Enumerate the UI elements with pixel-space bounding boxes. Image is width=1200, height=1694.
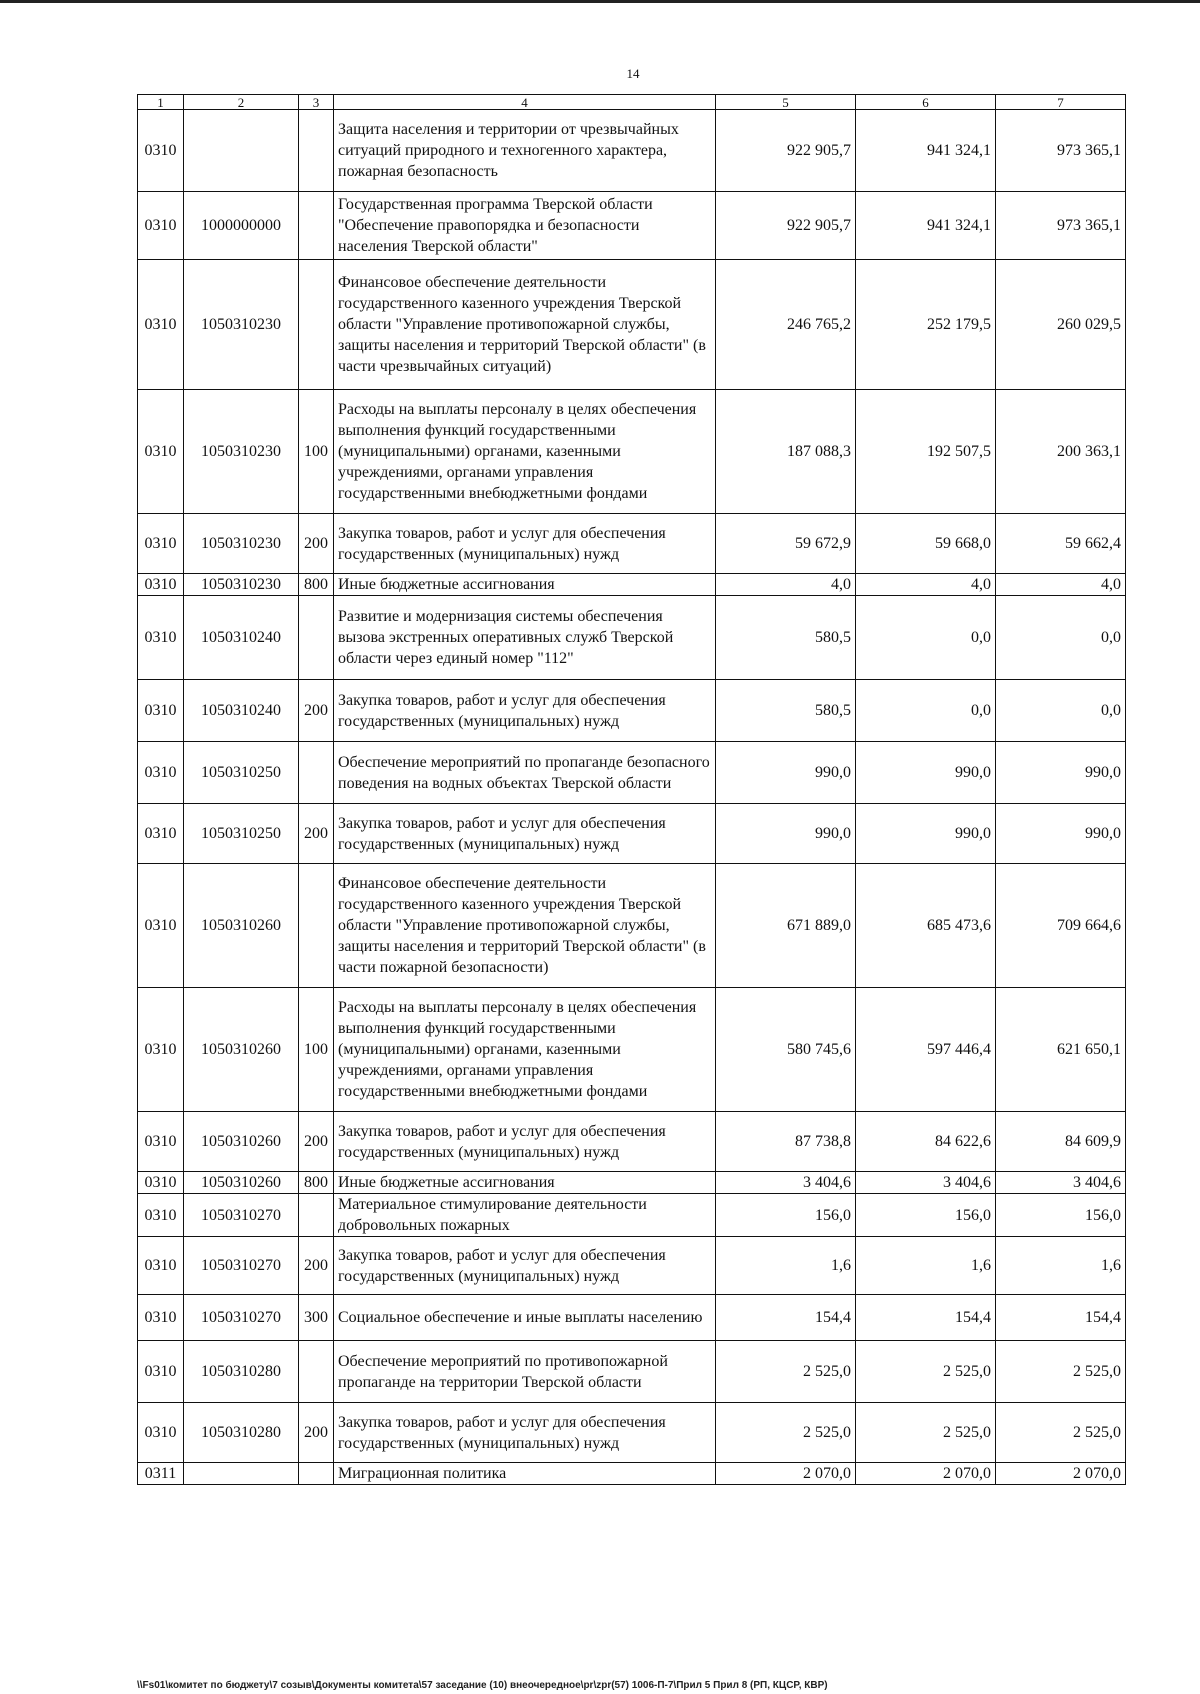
row-name: Материальное стимулирование деятельности добровольных пожарных: [334, 1194, 716, 1237]
table-row: [138, 574, 1126, 596]
row-value-year1: 187 088,3: [716, 390, 856, 514]
row-value-year2: 990,0: [856, 742, 996, 804]
column-number-7: 7: [996, 95, 1126, 110]
row-value-year2: 1,6: [856, 1237, 996, 1295]
row-value-year3: 973 365,1: [996, 192, 1126, 260]
row-name: Финансовое обеспечение деятельности государственного казенного учреждения Тверской области "Управление противопожарной службы, защиты населения и территорий Тверской области" (в части пожарной безопасности): [334, 864, 716, 988]
row-target-code: 1050310230: [184, 390, 299, 514]
row-value-year2: 685 473,6: [856, 864, 996, 988]
row-value-year1: 4,0: [716, 574, 856, 596]
row-value-year1: 1,6: [716, 1237, 856, 1295]
table-row: [138, 742, 1126, 804]
row-name: Иные бюджетные ассигнования: [334, 1172, 716, 1194]
row-value-year2: 2 070,0: [856, 1463, 996, 1485]
row-name: Закупка товаров, работ и услуг для обеспечения государственных (муниципальных) нужд: [334, 804, 716, 864]
row-section: 0310: [138, 1112, 184, 1172]
row-value-year2: 0,0: [856, 680, 996, 742]
row-target-code: 1050310230: [184, 514, 299, 574]
row-name: Иные бюджетные ассигнования: [334, 574, 716, 596]
row-section: 0310: [138, 988, 184, 1112]
row-expense-type: 200: [299, 680, 334, 742]
row-value-year1: 580,5: [716, 680, 856, 742]
row-section: 0311: [138, 1463, 184, 1485]
row-value-year2: 941 324,1: [856, 192, 996, 260]
row-value-year1: 3 404,6: [716, 1172, 856, 1194]
row-section: 0310: [138, 680, 184, 742]
row-value-year2: 941 324,1: [856, 110, 996, 192]
table-row: [138, 192, 1126, 260]
row-expense-type: [299, 192, 334, 260]
footer-file-path: \\Fs01\комитет по бюджету\7 созыв\Документы комитета\57 заседание (10) внеочередное\pr\zpr(57) 1006-П-7\Прил 5 Прил 8 (РП, КЦСР, КВР): [137, 1680, 828, 1691]
row-expense-type: 100: [299, 988, 334, 1112]
row-value-year3: 156,0: [996, 1194, 1126, 1237]
row-value-year1: 59 672,9: [716, 514, 856, 574]
row-section: 0310: [138, 1194, 184, 1237]
row-value-year2: 3 404,6: [856, 1172, 996, 1194]
row-name: Закупка товаров, работ и услуг для обеспечения государственных (муниципальных) нужд: [334, 1237, 716, 1295]
table-row: [138, 1194, 1126, 1237]
row-value-year3: 2 525,0: [996, 1341, 1126, 1403]
table-body: [138, 95, 1126, 1485]
top-rule: [0, 0, 1200, 3]
row-value-year1: 990,0: [716, 804, 856, 864]
row-value-year1: 671 889,0: [716, 864, 856, 988]
row-name: Закупка товаров, работ и услуг для обеспечения государственных (муниципальных) нужд: [334, 1112, 716, 1172]
column-number-1: 1: [138, 95, 184, 110]
row-target-code: 1050310270: [184, 1295, 299, 1341]
table-row: [138, 390, 1126, 514]
row-value-year1: 156,0: [716, 1194, 856, 1237]
row-value-year3: 2 525,0: [996, 1403, 1126, 1463]
row-value-year2: 154,4: [856, 1295, 996, 1341]
row-target-code: 1050310250: [184, 804, 299, 864]
column-number-2: 2: [184, 95, 299, 110]
row-name: Финансовое обеспечение деятельности государственного казенного учреждения Тверской области "Управление противопожарной службы, защиты населения и территорий Тверской области" (в части чрезвычайных ситуаций): [334, 260, 716, 390]
row-name: Расходы на выплаты персоналу в целях обеспечения выполнения функций государственными (муниципальными) органами, казенными учреждениями, органами управления государственными внебюджетными фондами: [334, 390, 716, 514]
row-section: 0310: [138, 1403, 184, 1463]
row-expense-type: 800: [299, 574, 334, 596]
row-value-year3: 154,4: [996, 1295, 1126, 1341]
row-value-year3: 84 609,9: [996, 1112, 1126, 1172]
row-value-year1: 922 905,7: [716, 192, 856, 260]
row-target-code: 1050310280: [184, 1403, 299, 1463]
row-target-code: [184, 1463, 299, 1485]
page-number: 14: [626, 66, 640, 81]
row-value-year2: 156,0: [856, 1194, 996, 1237]
row-target-code: 1050310260: [184, 988, 299, 1112]
row-value-year3: 59 662,4: [996, 514, 1126, 574]
table-row: [138, 596, 1126, 680]
row-name: Развитие и модернизация системы обеспечения вызова экстренных оперативных служб Тверской области через единый номер "112": [334, 596, 716, 680]
row-expense-type: [299, 1463, 334, 1485]
row-section: 0310: [138, 1172, 184, 1194]
row-target-code: 1050310250: [184, 742, 299, 804]
row-target-code: [184, 110, 299, 192]
row-target-code: 1050310280: [184, 1341, 299, 1403]
row-value-year1: 990,0: [716, 742, 856, 804]
row-section: 0310: [138, 742, 184, 804]
row-name: Закупка товаров, работ и услуг для обеспечения государственных (муниципальных) нужд: [334, 680, 716, 742]
row-expense-type: 100: [299, 390, 334, 514]
row-value-year2: 4,0: [856, 574, 996, 596]
table-row: [138, 1112, 1126, 1172]
row-section: 0310: [138, 596, 184, 680]
row-section: 0310: [138, 514, 184, 574]
row-value-year3: 973 365,1: [996, 110, 1126, 192]
row-value-year3: 621 650,1: [996, 988, 1126, 1112]
row-expense-type: [299, 864, 334, 988]
row-value-year3: 990,0: [996, 804, 1126, 864]
row-name: Закупка товаров, работ и услуг для обеспечения государственных (муниципальных) нужд: [334, 514, 716, 574]
row-target-code: 1050310260: [184, 1172, 299, 1194]
table-row: [138, 680, 1126, 742]
row-expense-type: 200: [299, 514, 334, 574]
row-section: 0310: [138, 1295, 184, 1341]
table-row: [138, 260, 1126, 390]
row-value-year3: 0,0: [996, 596, 1126, 680]
row-expense-type: [299, 260, 334, 390]
table-row: [138, 1237, 1126, 1295]
table-row: [138, 988, 1126, 1112]
row-value-year3: 4,0: [996, 574, 1126, 596]
row-section: 0310: [138, 390, 184, 514]
column-number-4: 4: [334, 95, 716, 110]
row-target-code: 1050310270: [184, 1194, 299, 1237]
row-value-year3: 260 029,5: [996, 260, 1126, 390]
row-value-year1: 154,4: [716, 1295, 856, 1341]
row-expense-type: 200: [299, 804, 334, 864]
row-target-code: 1050310260: [184, 864, 299, 988]
table-row: [138, 1403, 1126, 1463]
row-target-code: 1050310240: [184, 596, 299, 680]
row-target-code: 1050310260: [184, 1112, 299, 1172]
row-value-year3: 2 070,0: [996, 1463, 1126, 1485]
column-number-3: 3: [299, 95, 334, 110]
table-row: [138, 864, 1126, 988]
row-name: Социальное обеспечение и иные выплаты населению: [334, 1295, 716, 1341]
row-expense-type: 200: [299, 1403, 334, 1463]
row-value-year3: 3 404,6: [996, 1172, 1126, 1194]
row-section: 0310: [138, 260, 184, 390]
row-value-year3: 709 664,6: [996, 864, 1126, 988]
row-target-code: 1050310230: [184, 260, 299, 390]
table-row: [138, 110, 1126, 192]
row-name: Обеспечение мероприятий по пропаганде безопасного поведения на водных объектах Тверской области: [334, 742, 716, 804]
row-value-year3: 1,6: [996, 1237, 1126, 1295]
row-value-year2: 252 179,5: [856, 260, 996, 390]
row-value-year3: 0,0: [996, 680, 1126, 742]
row-expense-type: 200: [299, 1237, 334, 1295]
column-number-5: 5: [716, 95, 856, 110]
row-value-year1: 922 905,7: [716, 110, 856, 192]
row-section: 0310: [138, 110, 184, 192]
row-name: Защита населения и территории от чрезвычайных ситуаций природного и техногенного характера, пожарная безопасность: [334, 110, 716, 192]
row-name: Обеспечение мероприятий по противопожарной пропаганде на территории Тверской области: [334, 1341, 716, 1403]
row-name: Закупка товаров, работ и услуг для обеспечения государственных (муниципальных) нужд: [334, 1403, 716, 1463]
row-value-year2: 597 446,4: [856, 988, 996, 1112]
row-target-code: 1050310270: [184, 1237, 299, 1295]
row-value-year1: 580,5: [716, 596, 856, 680]
row-expense-type: 300: [299, 1295, 334, 1341]
row-expense-type: 200: [299, 1112, 334, 1172]
row-name: Миграционная политика: [334, 1463, 716, 1485]
row-expense-type: [299, 596, 334, 680]
row-value-year3: 990,0: [996, 742, 1126, 804]
row-value-year3: 200 363,1: [996, 390, 1126, 514]
row-section: 0310: [138, 574, 184, 596]
row-expense-type: [299, 742, 334, 804]
row-value-year1: 2 525,0: [716, 1403, 856, 1463]
budget-table: [137, 94, 1126, 1485]
row-expense-type: [299, 1194, 334, 1237]
row-value-year2: 192 507,5: [856, 390, 996, 514]
row-value-year2: 990,0: [856, 804, 996, 864]
row-value-year1: 246 765,2: [716, 260, 856, 390]
column-number-6: 6: [856, 95, 996, 110]
row-section: 0310: [138, 864, 184, 988]
row-section: 0310: [138, 1341, 184, 1403]
row-expense-type: [299, 1341, 334, 1403]
row-name: Государственная программа Тверской области "Обеспечение правопорядка и безопасности населения Тверской области": [334, 192, 716, 260]
table-row: [138, 1295, 1126, 1341]
table-row: [138, 1463, 1126, 1485]
row-target-code: 1050310230: [184, 574, 299, 596]
row-expense-type: 800: [299, 1172, 334, 1194]
row-target-code: 1050310240: [184, 680, 299, 742]
row-value-year2: 59 668,0: [856, 514, 996, 574]
row-value-year2: 2 525,0: [856, 1403, 996, 1463]
row-value-year1: 87 738,8: [716, 1112, 856, 1172]
row-section: 0310: [138, 192, 184, 260]
row-section: 0310: [138, 1237, 184, 1295]
row-expense-type: [299, 110, 334, 192]
row-value-year1: 580 745,6: [716, 988, 856, 1112]
row-value-year2: 2 525,0: [856, 1341, 996, 1403]
table-row: [138, 1172, 1126, 1194]
table-row: [138, 804, 1126, 864]
row-value-year1: 2 070,0: [716, 1463, 856, 1485]
column-number-row: [138, 95, 1126, 110]
row-name: Расходы на выплаты персоналу в целях обеспечения выполнения функций государственными (муниципальными) органами, казенными учреждениями, органами управления государственными внебюджетными фондами: [334, 988, 716, 1112]
row-value-year1: 2 525,0: [716, 1341, 856, 1403]
row-target-code: 1000000000: [184, 192, 299, 260]
row-value-year2: 84 622,6: [856, 1112, 996, 1172]
row-section: 0310: [138, 804, 184, 864]
row-value-year2: 0,0: [856, 596, 996, 680]
table-row: [138, 1341, 1126, 1403]
table-row: [138, 514, 1126, 574]
